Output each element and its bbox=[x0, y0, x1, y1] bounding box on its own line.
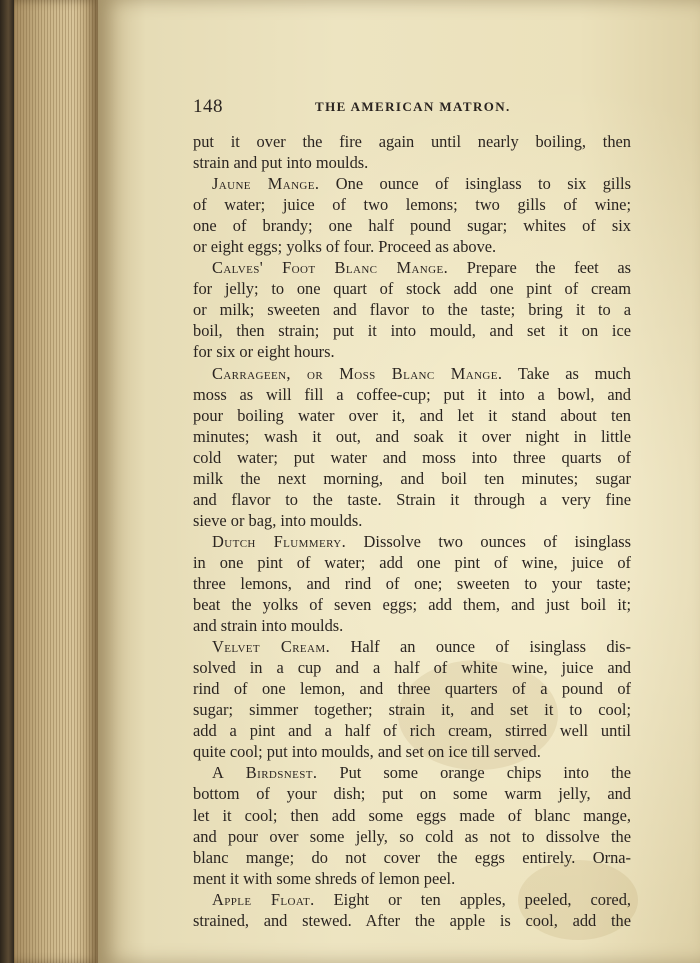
recipe-heading-line: Velvet Cream. Half an ounce of isinglass dis- bbox=[212, 637, 631, 657]
text-line: one of brandy; one half pound sugar; whites of six bbox=[193, 216, 631, 236]
text-line: or milk; sweeten and flavor to the taste; bring it to a bbox=[193, 300, 631, 320]
book-page bbox=[98, 0, 700, 963]
text-line: ment it with some shreds of lemon peel. bbox=[193, 868, 456, 888]
recipe-heading-line: Apple Float. Eight or ten apples, peeled, cored, bbox=[212, 889, 631, 909]
text-line: beat the yolks of seven eggs; add them, and just boil it; bbox=[193, 595, 631, 615]
text-line: add a pint and a half of rich cream, stirred well until bbox=[193, 721, 631, 741]
text-line: boil, then strain; put it into mould, and set it on ice bbox=[193, 321, 631, 341]
text-line: pour boiling water over it, and let it stand about ten bbox=[193, 405, 631, 425]
text-line: sugar; simmer together; strain it, and set it to cool; bbox=[193, 700, 631, 720]
recipe-heading-line: Carrageen, or Moss Blanc Mange. Take as much bbox=[212, 363, 631, 383]
page-number: 148 bbox=[193, 96, 223, 117]
text-line: let it cool; then add some eggs made of blanc mange, bbox=[193, 805, 631, 825]
recipe-heading-velvet-cream: Velvet Cream. bbox=[212, 637, 331, 657]
text-line: or eight eggs; yolks of four. Proceed as above. bbox=[193, 237, 497, 257]
text-line: cold water; put water and moss into three quarts of bbox=[193, 447, 631, 467]
recipe-heading-carrageen: Carrageen, or Moss Blanc Mange. bbox=[212, 363, 503, 383]
recipe-heading-line: Calves' Foot Blanc Mange. Prepare the feet as bbox=[212, 258, 631, 278]
text-line: for jelly; to one quart of stock add one pint of cream bbox=[193, 279, 631, 299]
text-line: strained, and stewed. After the apple is cool, add the bbox=[193, 910, 631, 930]
text-line: bottom of your dish; put on some warm jelly, and bbox=[193, 784, 631, 804]
recipe-heading-dutch-flummery: Dutch Flummery. bbox=[212, 531, 347, 551]
running-head bbox=[193, 96, 633, 116]
text-line: milk the next morning, and boil ten minutes; sugar bbox=[193, 468, 631, 488]
running-head-title: THE AMERICAN MATRON. bbox=[315, 99, 511, 114]
text-line: put it over the fire again until nearly boiling, then bbox=[193, 132, 631, 151]
text-line: in one pint of water; add one pint of wine, juice of bbox=[193, 552, 631, 572]
page-edges bbox=[14, 0, 98, 963]
text-line: minutes; wash it out, and soak it over night in little bbox=[193, 426, 631, 446]
body-text bbox=[193, 131, 631, 931]
text-line: of water; juice of two lemons; two gills of wine; bbox=[193, 195, 631, 215]
text-line: solved in a cup and a half of white wine, juice and bbox=[193, 658, 631, 678]
recipe-heading-jaune-mange: Jaune Mange. bbox=[212, 174, 320, 194]
text-line: three lemons, and rind of one; sweeten to your taste; bbox=[193, 573, 631, 593]
text-line: and strain into moulds. bbox=[193, 616, 344, 636]
recipe-heading-birdsnest: A Birdsnest. bbox=[212, 763, 318, 783]
text-line: and flavor to the taste. Strain it through a very fine bbox=[193, 489, 631, 509]
recipe-heading-line: A Birdsnest. Put some orange chips into the bbox=[212, 763, 632, 783]
recipe-heading-line: Dutch Flummery. Dissolve two ounces of isinglass bbox=[212, 531, 631, 551]
text-line: moss as will fill a coffee-cup; put it into a bowl, and bbox=[193, 384, 631, 404]
text-line: rind of one lemon, and three quarters of a pound of bbox=[193, 679, 631, 699]
recipe-heading-apple-float: Apple Float. bbox=[212, 889, 315, 909]
text-line: strain and put into moulds. bbox=[193, 153, 369, 173]
recipe-heading-line: Jaune Mange. One ounce of isinglass to six gills bbox=[212, 174, 631, 194]
text-line: sieve or bag, into moulds. bbox=[193, 510, 363, 530]
text-line: blanc mange; do not cover the eggs entirely. Orna- bbox=[193, 847, 631, 867]
text-line: for six or eight hours. bbox=[193, 342, 335, 362]
book-spine bbox=[0, 0, 14, 963]
text-line: quite cool; put into moulds, and set on ice till served. bbox=[193, 742, 541, 762]
text-line: and pour over some jelly, so cold as not to dissolve the bbox=[193, 826, 631, 846]
recipe-heading-calves-foot: Calves' Foot Blanc Mange. bbox=[212, 258, 449, 278]
